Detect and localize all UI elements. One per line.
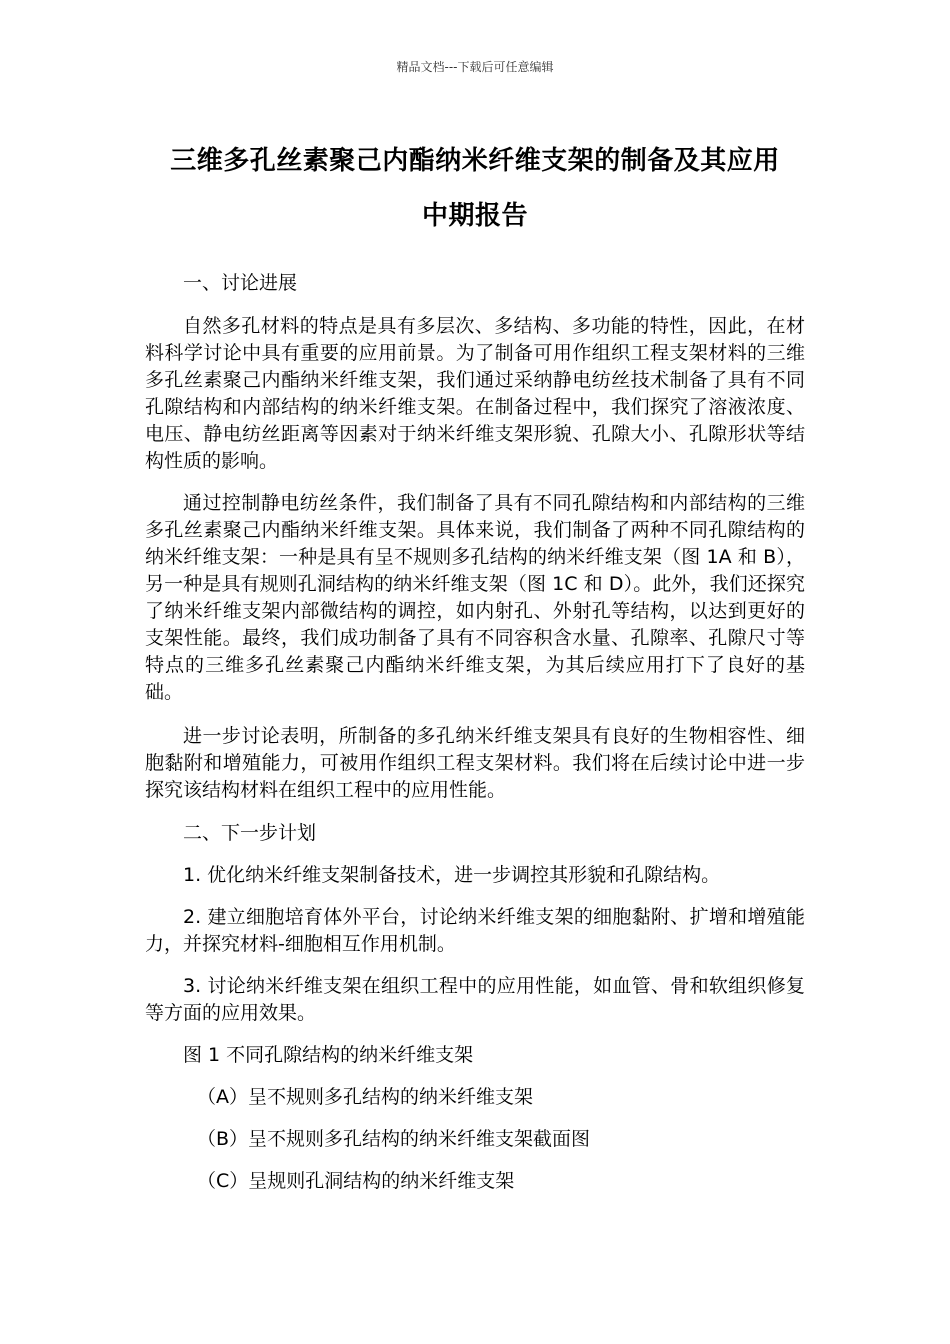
list-item: （A）呈不规则多孔结构的纳米纤维支架	[197, 1086, 533, 1108]
document-title-line2: 中期报告	[421, 201, 528, 231]
figure-caption-text: 图 1 不同孔隙结构的纳米纤维支架	[183, 1044, 474, 1066]
section-heading: 二、下一步计划	[183, 822, 317, 844]
document-title-line1: 三维多孔丝素聚己内酯纳米纤维支架的制备及其应用	[170, 146, 780, 176]
plan-item-2	[145, 904, 805, 958]
figure-item-c	[145, 1168, 805, 1195]
watermark-header: 精品文档---下载后可任意编辑	[396, 60, 554, 74]
list-item: （C）呈规则孔洞结构的纳米纤维支架	[197, 1170, 515, 1192]
figure-item-a	[145, 1084, 805, 1111]
section1-heading	[145, 270, 805, 297]
section2-heading	[145, 820, 805, 847]
list-item: 2. 建立细胞培育体外平台，讨论纳米纤维支架的细胞黏附、扩增和增殖能力，并探究材料-细胞相互作用机制。	[145, 906, 805, 955]
paragraph-3	[145, 723, 805, 804]
paragraph: 自然多孔材料的特点是具有多层次、多结构、多功能的特性，因此，在材料科学讨论中具有重要的应用前景。为了制备可用作组织工程支架材料的三维多孔丝素聚己内酯纳米纤维支架，我们通过采纳静电纺丝技术制备了具有不同孔隙结构和内部结构的纳米纤维支架。在制备过程中，我们探究了溶液浓度、电压、静电纺丝距离等因素对于纳米纤维支架形貌、孔隙大小、孔隙形状等结构性质的影响。	[145, 315, 805, 472]
list-item: （B）呈不规则多孔结构的纳米纤维支架截面图	[197, 1128, 591, 1150]
figure-caption	[145, 1042, 805, 1069]
list-item: 3. 讨论纳米纤维支架在组织工程中的应用性能，如血管、骨和软组织修复等方面的应用效果。	[145, 975, 805, 1024]
section-heading: 一、讨论进展	[183, 272, 298, 294]
plan-item-3	[145, 973, 805, 1027]
paragraph: 进一步讨论表明，所制备的多孔纳米纤维支架具有良好的生物相容性、细胞黏附和增殖能力，可被用作组织工程支架材料。我们将在后续讨论中进一步探究该结构材料在组织工程中的应用性能。	[145, 725, 805, 801]
paragraph-1	[145, 313, 805, 475]
paragraph-2	[145, 490, 805, 706]
figure-item-b	[145, 1126, 805, 1153]
paragraph: 通过控制静电纺丝条件，我们制备了具有不同孔隙结构和内部结构的三维多孔丝素聚己内酯纳米纤维支架。具体来说，我们制备了两种不同孔隙结构的纳米纤维支架：一种是具有呈不规则多孔结构的纳米纤维支架（图 1A 和 B），另一种是具有规则孔洞结构的纳米纤维支架（图 1C 和 D）。此外，我们还探究了纳米纤维支架内部微结构的调控，如内射孔、外射孔等结构，以达到更好的支架性能。最终，我们成功制备了具有不同容积含水量、孔隙率、孔隙尺寸等特点的三维多孔丝素聚己内酯纳米纤维支架，为其后续应用打下了良好的基础。	[145, 492, 805, 703]
plan-item-1	[145, 862, 805, 889]
list-item: 1. 优化纳米纤维支架制备技术，进一步调控其形貌和孔隙结构。	[183, 864, 721, 886]
